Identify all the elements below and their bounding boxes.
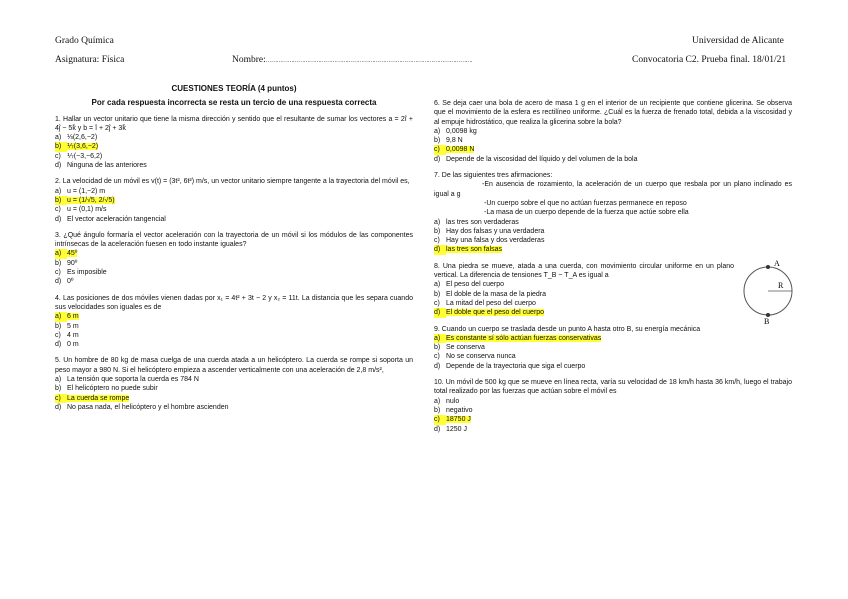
question-7 [434, 171, 792, 255]
option-b[interactable]: b) El doble de la masa de la piedra [434, 290, 547, 298]
option-d[interactable]: d) 0 m [55, 341, 79, 349]
correct-answer: ⅐(3,6,−2) [67, 143, 99, 151]
option-a[interactable]: a) 6 m [55, 313, 79, 321]
option-d[interactable]: d) 0º [55, 278, 74, 286]
question-5 [55, 356, 413, 412]
question-1 [55, 115, 413, 171]
option-d[interactable]: d) El doble que el peso del cuerpo [434, 309, 545, 317]
option-c[interactable]: c) 0,0098 N [434, 146, 475, 154]
option-d[interactable]: d) Depende de la trayectoria que siga el cuerpo [434, 362, 586, 370]
option-c[interactable]: c) ⅐(−3,−6,2) [55, 152, 103, 160]
question-10 [434, 378, 792, 434]
question-text: 4. Las posiciones de dos móviles vienen dadas por x₁ = 4t² + 3t − 2 y x₂ = 11t. La distancia que les separa cuando sus velocidades son iguales es de [55, 294, 413, 311]
option-a[interactable]: a) El peso del cuerpo [434, 281, 504, 289]
option-d[interactable]: d) Ninguna de las anteriores [55, 162, 147, 170]
option-b[interactable]: b) negativo [434, 406, 473, 414]
correct-answer: u = (1/√5, 2/√5) [67, 196, 115, 204]
option-c[interactable]: c) La cuerda se rompe [55, 394, 130, 402]
point-a [766, 265, 770, 269]
name-line: ……………………………………………………………………………………………………. [265, 58, 472, 64]
question-9 [434, 325, 792, 371]
correct-answer: las tres son falsas [446, 246, 503, 254]
question-text: 3. ¿Qué ángulo formaría el vector aceleración con la trayectoria de un móvil si los módulos de las componentes intrínsecas de la aceleración fuesen en todo instante iguales? [55, 231, 413, 249]
option-a[interactable]: a) La tensión que soporta la cuerda es 784 N [55, 376, 199, 384]
statement-2: -Un cuerpo sobre el que no actúan fuerzas permanece en reposo [484, 199, 687, 207]
option-b[interactable]: b) 90º [55, 259, 78, 267]
option-c[interactable]: c) No se conserva nunca [434, 353, 516, 361]
correct-answer: 45º [67, 250, 78, 258]
option-c[interactable]: c) u = (0,1) m/s [55, 206, 107, 214]
option-d[interactable]: d) No pasa nada, el helicóptero y el hombre ascienden [55, 403, 229, 411]
university-name: Universidad de Alicante [692, 36, 784, 46]
correct-answer: Es constante sí sólo actúan fuerzas conservativas [446, 334, 602, 342]
option-c[interactable]: c) La mitad del peso del cuerpo [434, 299, 536, 307]
correct-answer: La cuerda se rompe [67, 394, 130, 402]
section-title: CUESTIONES TEORÍA (4 puntos) [171, 84, 297, 93]
statement-3: -La masa de un cuerpo depende de la fuerza que actúe sobre ella [484, 209, 689, 217]
option-c[interactable]: c) Es imposible [55, 269, 107, 277]
option-a[interactable]: a) las tres son verdaderas [434, 218, 519, 226]
section-subtitle: Por cada respuesta incorrecta se resta un tercio de una respuesta correcta [91, 98, 377, 108]
question-text: 8. Una piedra se mueve, atada a una cuerda, con movimiento circular uniforme en un plano vertical. La diferencia de tensiones T_B − T_A es igual a [434, 262, 734, 280]
subject-name: Asignatura: Física [55, 55, 125, 65]
correct-answer: El doble que el peso del cuerpo [446, 309, 545, 317]
question-text: 9. Cuando un cuerpo se traslada desde un punto A hasta otro B, su energía mecánica [434, 325, 701, 333]
option-c[interactable]: c) 4 m [55, 331, 79, 339]
option-b[interactable]: b) 5 m [55, 322, 79, 330]
option-b[interactable]: b) Hay dos falsas y una verdadera [434, 227, 545, 235]
question-text: 1. Hallar un vector unitario que tiene la misma dirección y sentido que el resultante de sumar los vectores a = 2î + 4ĵ − 5k̂ y b = î + 2ĵ + 3k̂ [55, 115, 413, 132]
option-b[interactable]: b) u = (1/√5, 2/√5) [55, 196, 115, 204]
option-b[interactable]: b) Se conserva [434, 344, 485, 352]
option-c[interactable]: c) Hay una falsa y dos verdaderas [434, 237, 545, 245]
option-a[interactable]: a) 0,0098 kg [434, 127, 477, 135]
circular-motion-diagram [738, 258, 798, 324]
left-column [55, 84, 413, 412]
option-b[interactable]: b) ⅐(3,6,−2) [55, 143, 99, 151]
label-a: A [774, 258, 780, 268]
option-a[interactable]: a) Es constante sí sólo actúan fuerzas conservativas [434, 334, 602, 342]
option-d[interactable]: d) 1250 J [434, 425, 468, 433]
option-b[interactable]: b) El helicóptero no puede subir [55, 385, 158, 393]
option-a[interactable]: a) 45º [55, 250, 78, 258]
option-a[interactable]: a) ⅓(2,6,−2) [55, 134, 98, 142]
question-text: 7. De las siguientes tres afirmaciones: [434, 172, 553, 180]
option-d[interactable]: d) Depende de la viscosidad del líquido y del volumen de la bola [434, 155, 638, 163]
option-b[interactable]: b) 9,8 N [434, 137, 463, 145]
option-a[interactable]: a) nulo [434, 397, 460, 405]
question-text: 5. Un hombre de 80 kg de masa cuelga de una cuerda atada a un helicóptero. La cuerda se rompe si soporta un peso mayor a 980 N. Si el helicóptero empieza a ascender verticalmente con una aceleración de 2,8 m/s², [55, 357, 413, 374]
question-text: 10. Un móvil de 500 kg que se mueve en línea recta, varía su velocidad de 18 km/h hasta 36 km/h, luego el trabajo total realizado por las fuerzas que actúan sobre el móvil es [434, 379, 792, 396]
question-text: 6. Se deja caer una bola de acero de masa 1 g en el interior de un recipiente que contiene glicerina. Se observa que el movimiento de la esfera es rectilíneo uniforme. ¿Cuál es la fuerza de frenado total, debida a la viscosidad y al empuje hidrostático, que realiza la glicerina sobre la bola? [434, 100, 792, 126]
student-name-field [232, 55, 472, 65]
statement-1: -En ausencia de rozamiento, la aceleración de un cuerpo que resbala por un plano inclinado es igual a g [434, 181, 792, 198]
question-3 [55, 231, 413, 287]
label-b: B [764, 316, 770, 324]
option-d[interactable]: d) las tres son falsas [434, 246, 503, 254]
right-column [434, 99, 792, 434]
option-d[interactable]: d) El vector aceleración tangencial [55, 215, 166, 223]
course-name: Grado Química [55, 36, 114, 46]
exam-info: Convocatoria C2. Prueba final. 18/01/21 [632, 55, 787, 65]
question-6 [434, 99, 792, 164]
correct-answer: 18750 J [446, 416, 471, 424]
option-c[interactable]: c) 18750 J [434, 416, 471, 424]
label-r: R [778, 280, 784, 290]
correct-answer: 6 m [67, 313, 79, 321]
question-2 [55, 177, 413, 223]
name-label: Nombre: [232, 55, 266, 65]
option-a[interactable]: a) u = (1,−2) m [55, 187, 106, 195]
question-4 [55, 294, 413, 350]
question-8 [434, 258, 792, 324]
correct-answer: 0,0098 N [446, 146, 475, 154]
question-text: 2. La velocidad de un móvil es v(t) = (3t², 6t²) m/s, un vector unitario siempre tangente a la trayectoria del móvil es, [55, 178, 410, 186]
